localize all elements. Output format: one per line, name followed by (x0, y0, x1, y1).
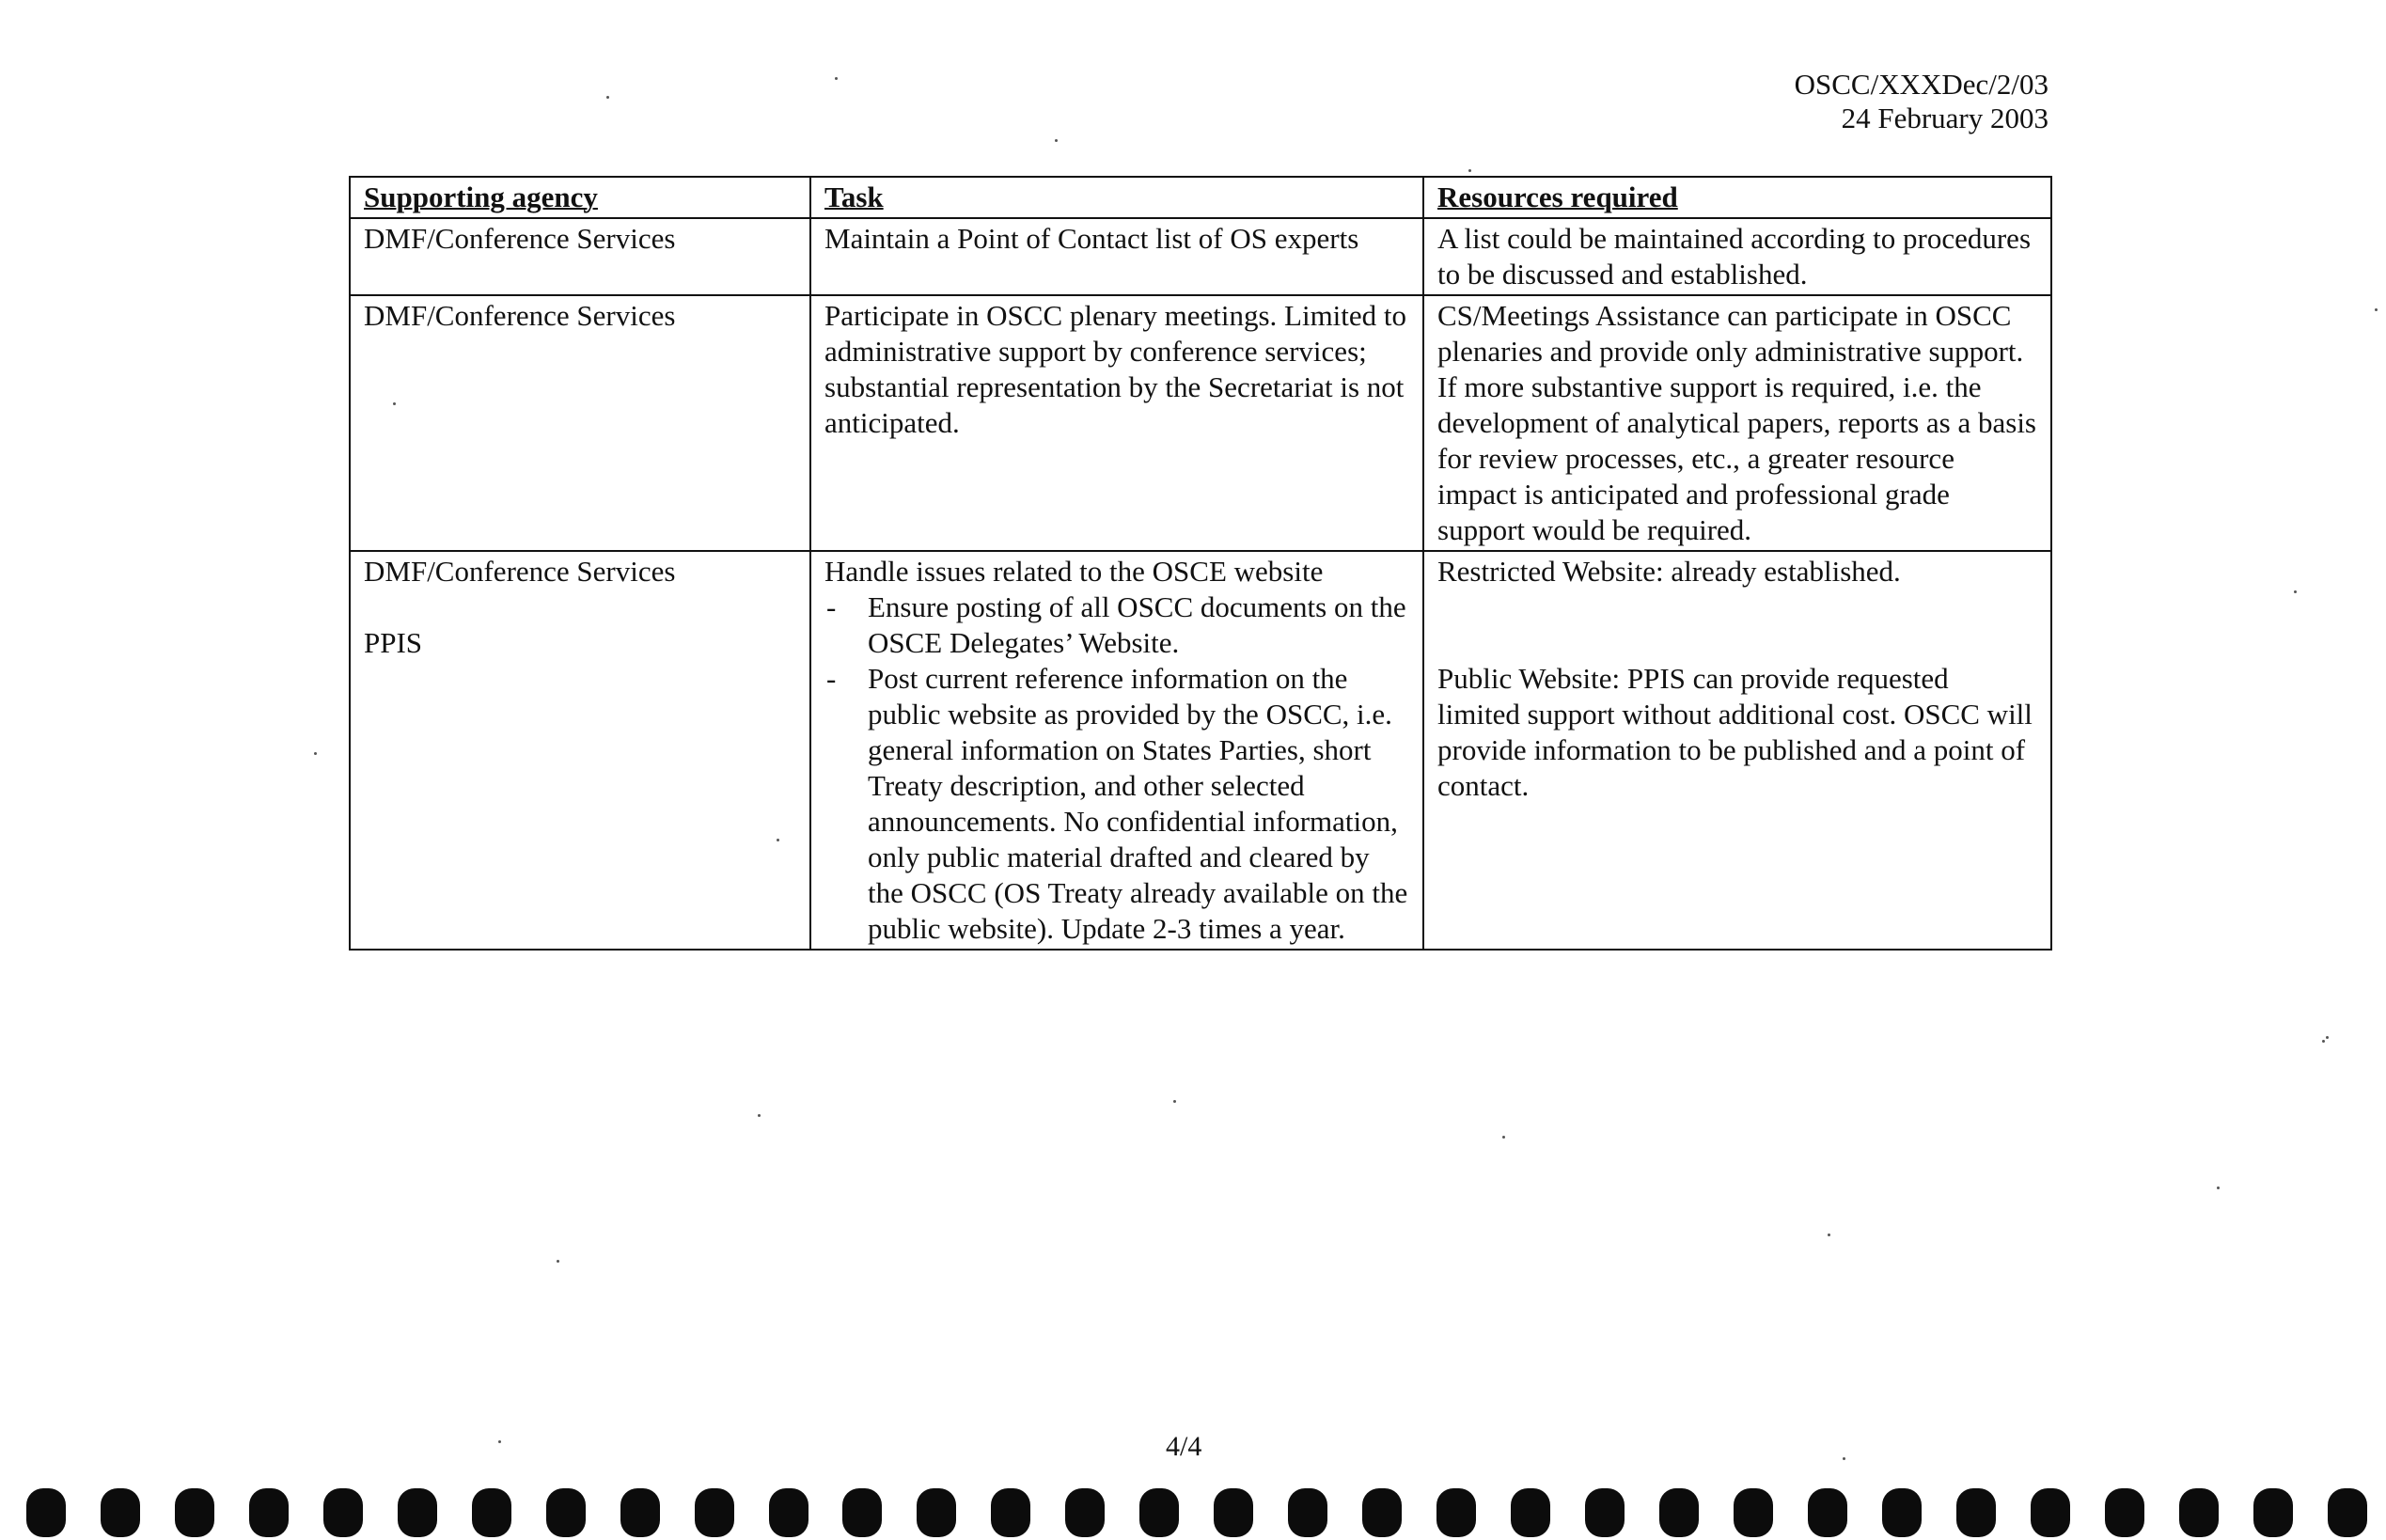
column-header-agency: Supporting agency (350, 177, 810, 218)
scan-speck (606, 96, 609, 99)
table-header-row (350, 177, 2051, 218)
scan-speck (2322, 1040, 2325, 1043)
scan-speck (1173, 1100, 1176, 1103)
punch-hole-mark (2179, 1488, 2219, 1537)
resources-restricted: Restricted Website: already established. (1437, 555, 1901, 588)
scan-speck (1843, 1457, 1845, 1460)
punch-hole-mark (1139, 1488, 1179, 1537)
punch-hole-mark (2253, 1488, 2293, 1537)
document-date: 24 February 2003 (1841, 102, 2049, 134)
resources-cell: A list could be maintained according to procedures to be discussed and established. (1423, 218, 2051, 295)
punch-hole-mark (620, 1488, 660, 1537)
punch-hole-mark (1659, 1488, 1699, 1537)
punch-hole-mark (101, 1488, 140, 1537)
punch-hole-mark (249, 1488, 289, 1537)
resources-table (349, 176, 2052, 951)
punch-hole-mark (842, 1488, 882, 1537)
punch-hole-mark (1214, 1488, 1253, 1537)
scan-speck (314, 752, 317, 755)
scan-speck (393, 402, 396, 405)
scan-speck (1828, 1234, 1830, 1236)
document-reference: OSCC/XXXDec/2/03 (1794, 68, 2049, 101)
table-row (350, 551, 2051, 950)
scan-speck (1502, 1136, 1505, 1139)
punch-hole-mark (695, 1488, 734, 1537)
scan-speck (557, 1260, 559, 1263)
resources-spacer (1437, 589, 2037, 661)
task-cell: Participate in OSCC plenary meetings. Limited to administrative support by conference services; substantial representation by the Secretariat is not anticipated. (810, 295, 1423, 551)
task-cell: Maintain a Point of Contact list of OS experts (810, 218, 1423, 295)
scan-speck (2217, 1186, 2220, 1189)
scan-speck (835, 77, 838, 80)
resources-cell (1423, 551, 2051, 950)
punch-hole-mark (1511, 1488, 1550, 1537)
page-number: 4/4 (1166, 1431, 1202, 1462)
column-header-task: Task (810, 177, 1423, 218)
task-bullet-list (824, 589, 1409, 947)
agency-cell: DMF/Conference Services (350, 295, 810, 551)
punch-hole-mark (323, 1488, 363, 1537)
punch-hole-mark (546, 1488, 586, 1537)
resources-public: Public Website: PPIS can provide requested limited support without additional cost. OSCC will provide information to be published and a point of contact. (1437, 662, 2033, 802)
task-cell (810, 551, 1423, 950)
agency-primary: DMF/Conference Services (364, 555, 676, 588)
punched-hole-strip (26, 1487, 2367, 1538)
scan-speck (2375, 308, 2378, 311)
scan-speck (758, 1114, 761, 1117)
punch-hole-mark (472, 1488, 511, 1537)
scan-speck (1055, 139, 1058, 142)
punch-hole-mark (1362, 1488, 1402, 1537)
punch-hole-mark (2328, 1488, 2367, 1537)
punch-hole-mark (1436, 1488, 1476, 1537)
punch-hole-mark (991, 1488, 1030, 1537)
scan-speck (777, 839, 779, 841)
punch-hole-mark (1734, 1488, 1773, 1537)
resources-cell: CS/Meetings Assistance can participate in OSCC plenaries and provide only administrative support. If more substantive support is required, i.e. the development of analytical papers, reports as a basis for review processes, etc., a greater resource impact is anticipated and professional grade support would be required. (1423, 295, 2051, 551)
scan-speck (2326, 1036, 2329, 1039)
punch-hole-mark (175, 1488, 214, 1537)
punch-hole-mark (1808, 1488, 1847, 1537)
punch-hole-mark (2105, 1488, 2144, 1537)
punch-hole-mark (1288, 1488, 1327, 1537)
punch-hole-mark (26, 1488, 66, 1537)
punch-hole-mark (1585, 1488, 1625, 1537)
agency-spacer (364, 589, 796, 625)
scan-speck (1468, 169, 1471, 172)
agency-cell: DMF/Conference Services (350, 218, 810, 295)
task-intro: Handle issues related to the OSCE website (824, 555, 1324, 588)
scan-speck (498, 1440, 501, 1443)
agency-secondary: PPIS (364, 626, 423, 659)
punch-hole-mark (2031, 1488, 2070, 1537)
task-bullet-item: - Ensure posting of all OSCC documents on the OSCE Delegates’ Website. (824, 589, 1409, 661)
punch-hole-mark (398, 1488, 437, 1537)
punch-hole-mark (769, 1488, 808, 1537)
punch-hole-mark (1956, 1488, 1996, 1537)
punch-hole-mark (1882, 1488, 1922, 1537)
column-header-resources: Resources required (1423, 177, 2051, 218)
punch-hole-mark (1065, 1488, 1105, 1537)
table-row (350, 295, 2051, 551)
agency-cell (350, 551, 810, 950)
scan-speck (2294, 590, 2297, 593)
table-row (350, 218, 2051, 295)
punch-hole-mark (917, 1488, 956, 1537)
document-header (1795, 68, 2049, 135)
task-bullet-item: - Post current reference information on the public website as provided by the OSCC, i.e. general information on States Parties, short Treaty description, and other selected announcements. No confidential information, only public material drafted and cleared by the OSCC (OS Treaty already available on the public website). Update 2-3 times a year. (824, 661, 1409, 947)
